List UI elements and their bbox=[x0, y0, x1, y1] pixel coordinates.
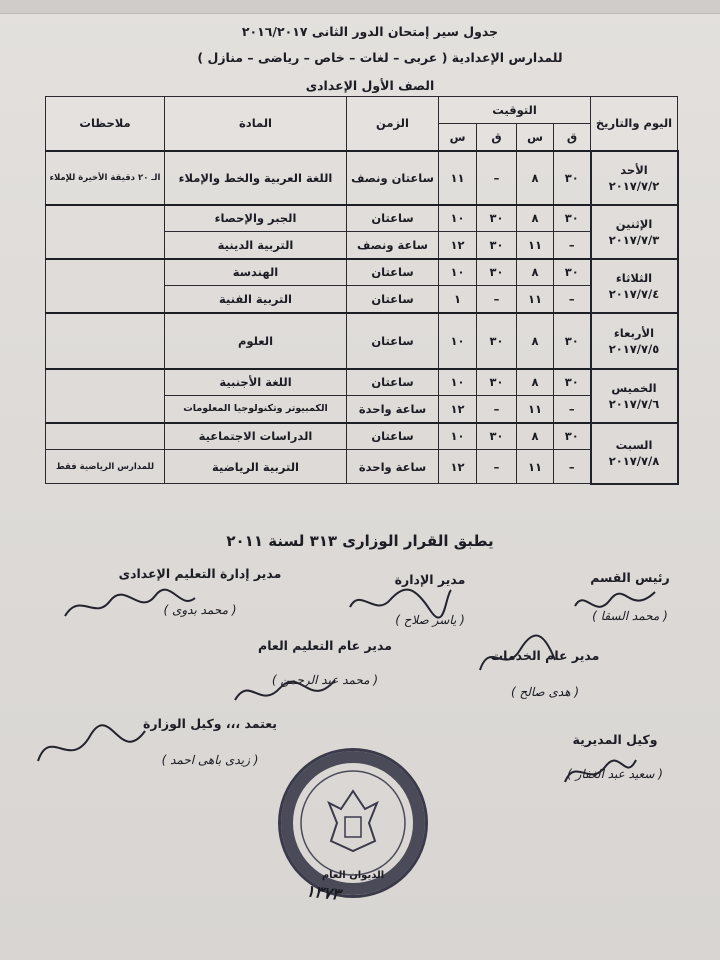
subject-cell: الكمبيوتر وتكنولوجيا المعلومات bbox=[165, 396, 347, 423]
handwritten-signature bbox=[570, 586, 660, 622]
table-row bbox=[46, 151, 678, 205]
to-s-cell: ١ bbox=[439, 286, 477, 313]
from-q-cell: – bbox=[554, 232, 591, 259]
from-s-cell: ٨ bbox=[517, 423, 554, 450]
header-from-q: ق bbox=[554, 124, 591, 151]
from-s-cell: ١١ bbox=[517, 396, 554, 423]
duration-cell: ساعتان bbox=[347, 286, 439, 313]
from-s-cell: ٨ bbox=[517, 151, 554, 205]
signature-prep-director: مدير إدارة التعليم الإعدادى ( محمد بدوى ) bbox=[118, 566, 282, 617]
header-to-s: س bbox=[439, 124, 477, 151]
table-header-row bbox=[46, 97, 678, 124]
day-cell: السبت ٢٠١٧/٧/٨ bbox=[591, 423, 678, 484]
duration-cell: ساعتان bbox=[347, 423, 439, 450]
to-q-cell: – bbox=[477, 396, 517, 423]
to-s-cell: ١١ bbox=[439, 151, 477, 205]
official-stamp bbox=[278, 748, 428, 898]
subject-cell: اللغة الأجنبية bbox=[165, 369, 347, 396]
duration-cell: ساعة ونصف bbox=[347, 232, 439, 259]
duration-cell: ساعتان bbox=[347, 205, 439, 232]
notes-cell bbox=[46, 259, 165, 313]
day-cell: الأحد ٢٠١٧/٧/٢ bbox=[591, 151, 678, 205]
from-q-cell: ٣٠ bbox=[554, 151, 591, 205]
from-s-cell: ١١ bbox=[517, 450, 554, 484]
duration-cell: ساعة واحدة bbox=[347, 396, 439, 423]
from-s-cell: ٨ bbox=[517, 369, 554, 396]
handwritten-signature bbox=[30, 716, 150, 776]
stamp-serial-number: ١٣٧٣ bbox=[305, 881, 342, 904]
signature-education-gm: مدير عام التعليم العام ( محمد عبد الرحمن ) bbox=[258, 638, 392, 687]
duration-cell: ساعتان ونصف bbox=[347, 151, 439, 205]
notes-cell: الـ ٢٠ دقيقة الأخيرة للإملاء bbox=[46, 151, 165, 205]
to-q-cell: – bbox=[477, 450, 517, 484]
table-row bbox=[46, 423, 678, 450]
from-s-cell: ٨ bbox=[517, 205, 554, 232]
signature-services-gm: مدير عام الخدمات ( هدى صالح ) bbox=[490, 648, 600, 699]
to-s-cell: ١٠ bbox=[439, 205, 477, 232]
subject-cell: التربية الفنية bbox=[165, 286, 347, 313]
header-from-s: س bbox=[517, 124, 554, 151]
schedule-title: جدول سير إمتحان الدور الثانى ٢٠١٦/٢٠١٧ bbox=[241, 24, 499, 39]
table-row bbox=[46, 313, 678, 369]
exam-schedule-table bbox=[45, 96, 679, 485]
table-row bbox=[46, 205, 678, 232]
header-subject: المادة bbox=[165, 97, 347, 151]
header-to-q: ق bbox=[477, 124, 517, 151]
from-q-cell: ٣٠ bbox=[554, 259, 591, 286]
day-cell: الثلاثاء ٢٠١٧/٧/٤ bbox=[591, 259, 678, 313]
page-top-edge bbox=[0, 0, 720, 14]
stamp-text: الديوان العام bbox=[321, 870, 385, 881]
header-notes: ملاحظات bbox=[46, 97, 165, 151]
handwritten-signature bbox=[60, 586, 200, 626]
from-q-cell: – bbox=[554, 450, 591, 484]
table-row bbox=[46, 369, 678, 396]
to-s-cell: ١٠ bbox=[439, 369, 477, 396]
notes-cell: للمدارس الرياضية فقط bbox=[46, 450, 165, 484]
from-q-cell: ٣٠ bbox=[554, 205, 591, 232]
to-q-cell: – bbox=[477, 151, 517, 205]
from-q-cell: ٣٠ bbox=[554, 313, 591, 369]
header-day-date: اليوم والتاريخ bbox=[591, 97, 678, 151]
subject-cell: العلوم bbox=[165, 313, 347, 369]
to-s-cell: ١٠ bbox=[439, 423, 477, 450]
from-q-cell: – bbox=[554, 286, 591, 313]
subject-cell: الهندسة bbox=[165, 259, 347, 286]
to-s-cell: ١٢ bbox=[439, 396, 477, 423]
day-cell: الأربعاء ٢٠١٧/٧/٥ bbox=[591, 313, 678, 369]
from-q-cell: ٣٠ bbox=[554, 369, 591, 396]
grade-line: الصف الأول الإعدادى bbox=[305, 78, 435, 93]
subject-cell: اللغة العربية والخط والإملاء bbox=[165, 151, 347, 205]
to-q-cell: – bbox=[477, 286, 517, 313]
to-s-cell: ١٢ bbox=[439, 232, 477, 259]
signature-admin-director: مدير الإدارة ( ياسر صلاح ) bbox=[394, 572, 466, 627]
signature-section-head: رئيس القسم ( محمد السقا ) bbox=[590, 570, 670, 623]
to-q-cell: ٣٠ bbox=[477, 205, 517, 232]
to-q-cell: ٣٠ bbox=[477, 369, 517, 396]
from-q-cell: ٣٠ bbox=[554, 423, 591, 450]
header-timing: التوقيت bbox=[439, 97, 591, 124]
signature-ministry-deputy: يعتمد ،،، وكيل الوزارة ( زيدى باهى احمد ) bbox=[143, 716, 277, 767]
signature-directorate-deputy: وكيل المديرية ( سعيد عبد الغفار ) bbox=[567, 732, 663, 781]
to-q-cell: ٣٠ bbox=[477, 423, 517, 450]
schools-line: للمدارس الإعدادية ( عربى – لغات – خاص – رياضى – منازل ) bbox=[197, 50, 563, 65]
subject-cell: الدراسات الاجتماعية bbox=[165, 423, 347, 450]
table-row bbox=[46, 259, 678, 286]
duration-cell: ساعة واحدة bbox=[347, 450, 439, 484]
header-duration: الزمن bbox=[347, 97, 439, 151]
ministerial-decree-line: يطبق القرار الوزارى ٣١٣ لسنة ٢٠١١ bbox=[226, 532, 494, 550]
notes-cell bbox=[46, 313, 165, 369]
to-s-cell: ١٢ bbox=[439, 450, 477, 484]
to-q-cell: ٣٠ bbox=[477, 259, 517, 286]
day-cell: الإثنين ٢٠١٧/٧/٣ bbox=[591, 205, 678, 259]
duration-cell: ساعتان bbox=[347, 369, 439, 396]
to-s-cell: ١٠ bbox=[439, 313, 477, 369]
table-row bbox=[46, 450, 678, 484]
subject-cell: الجبر والإحصاء bbox=[165, 205, 347, 232]
from-s-cell: ١١ bbox=[517, 232, 554, 259]
to-q-cell: ٣٠ bbox=[477, 313, 517, 369]
notes-cell bbox=[46, 423, 165, 450]
notes-cell bbox=[46, 369, 165, 423]
from-s-cell: ٨ bbox=[517, 313, 554, 369]
handwritten-signature bbox=[345, 582, 455, 622]
subject-cell: التربية الدينية bbox=[165, 232, 347, 259]
subject-cell: التربية الرياضية bbox=[165, 450, 347, 484]
duration-cell: ساعتان bbox=[347, 313, 439, 369]
to-s-cell: ١٠ bbox=[439, 259, 477, 286]
from-q-cell: – bbox=[554, 396, 591, 423]
duration-cell: ساعتان bbox=[347, 259, 439, 286]
from-s-cell: ٨ bbox=[517, 259, 554, 286]
handwritten-signature bbox=[470, 630, 560, 680]
notes-cell bbox=[46, 205, 165, 259]
to-q-cell: ٣٠ bbox=[477, 232, 517, 259]
from-s-cell: ١١ bbox=[517, 286, 554, 313]
handwritten-signature bbox=[230, 670, 340, 716]
day-cell: الخميس ٢٠١٧/٧/٦ bbox=[591, 369, 678, 423]
handwritten-signature bbox=[560, 752, 640, 792]
